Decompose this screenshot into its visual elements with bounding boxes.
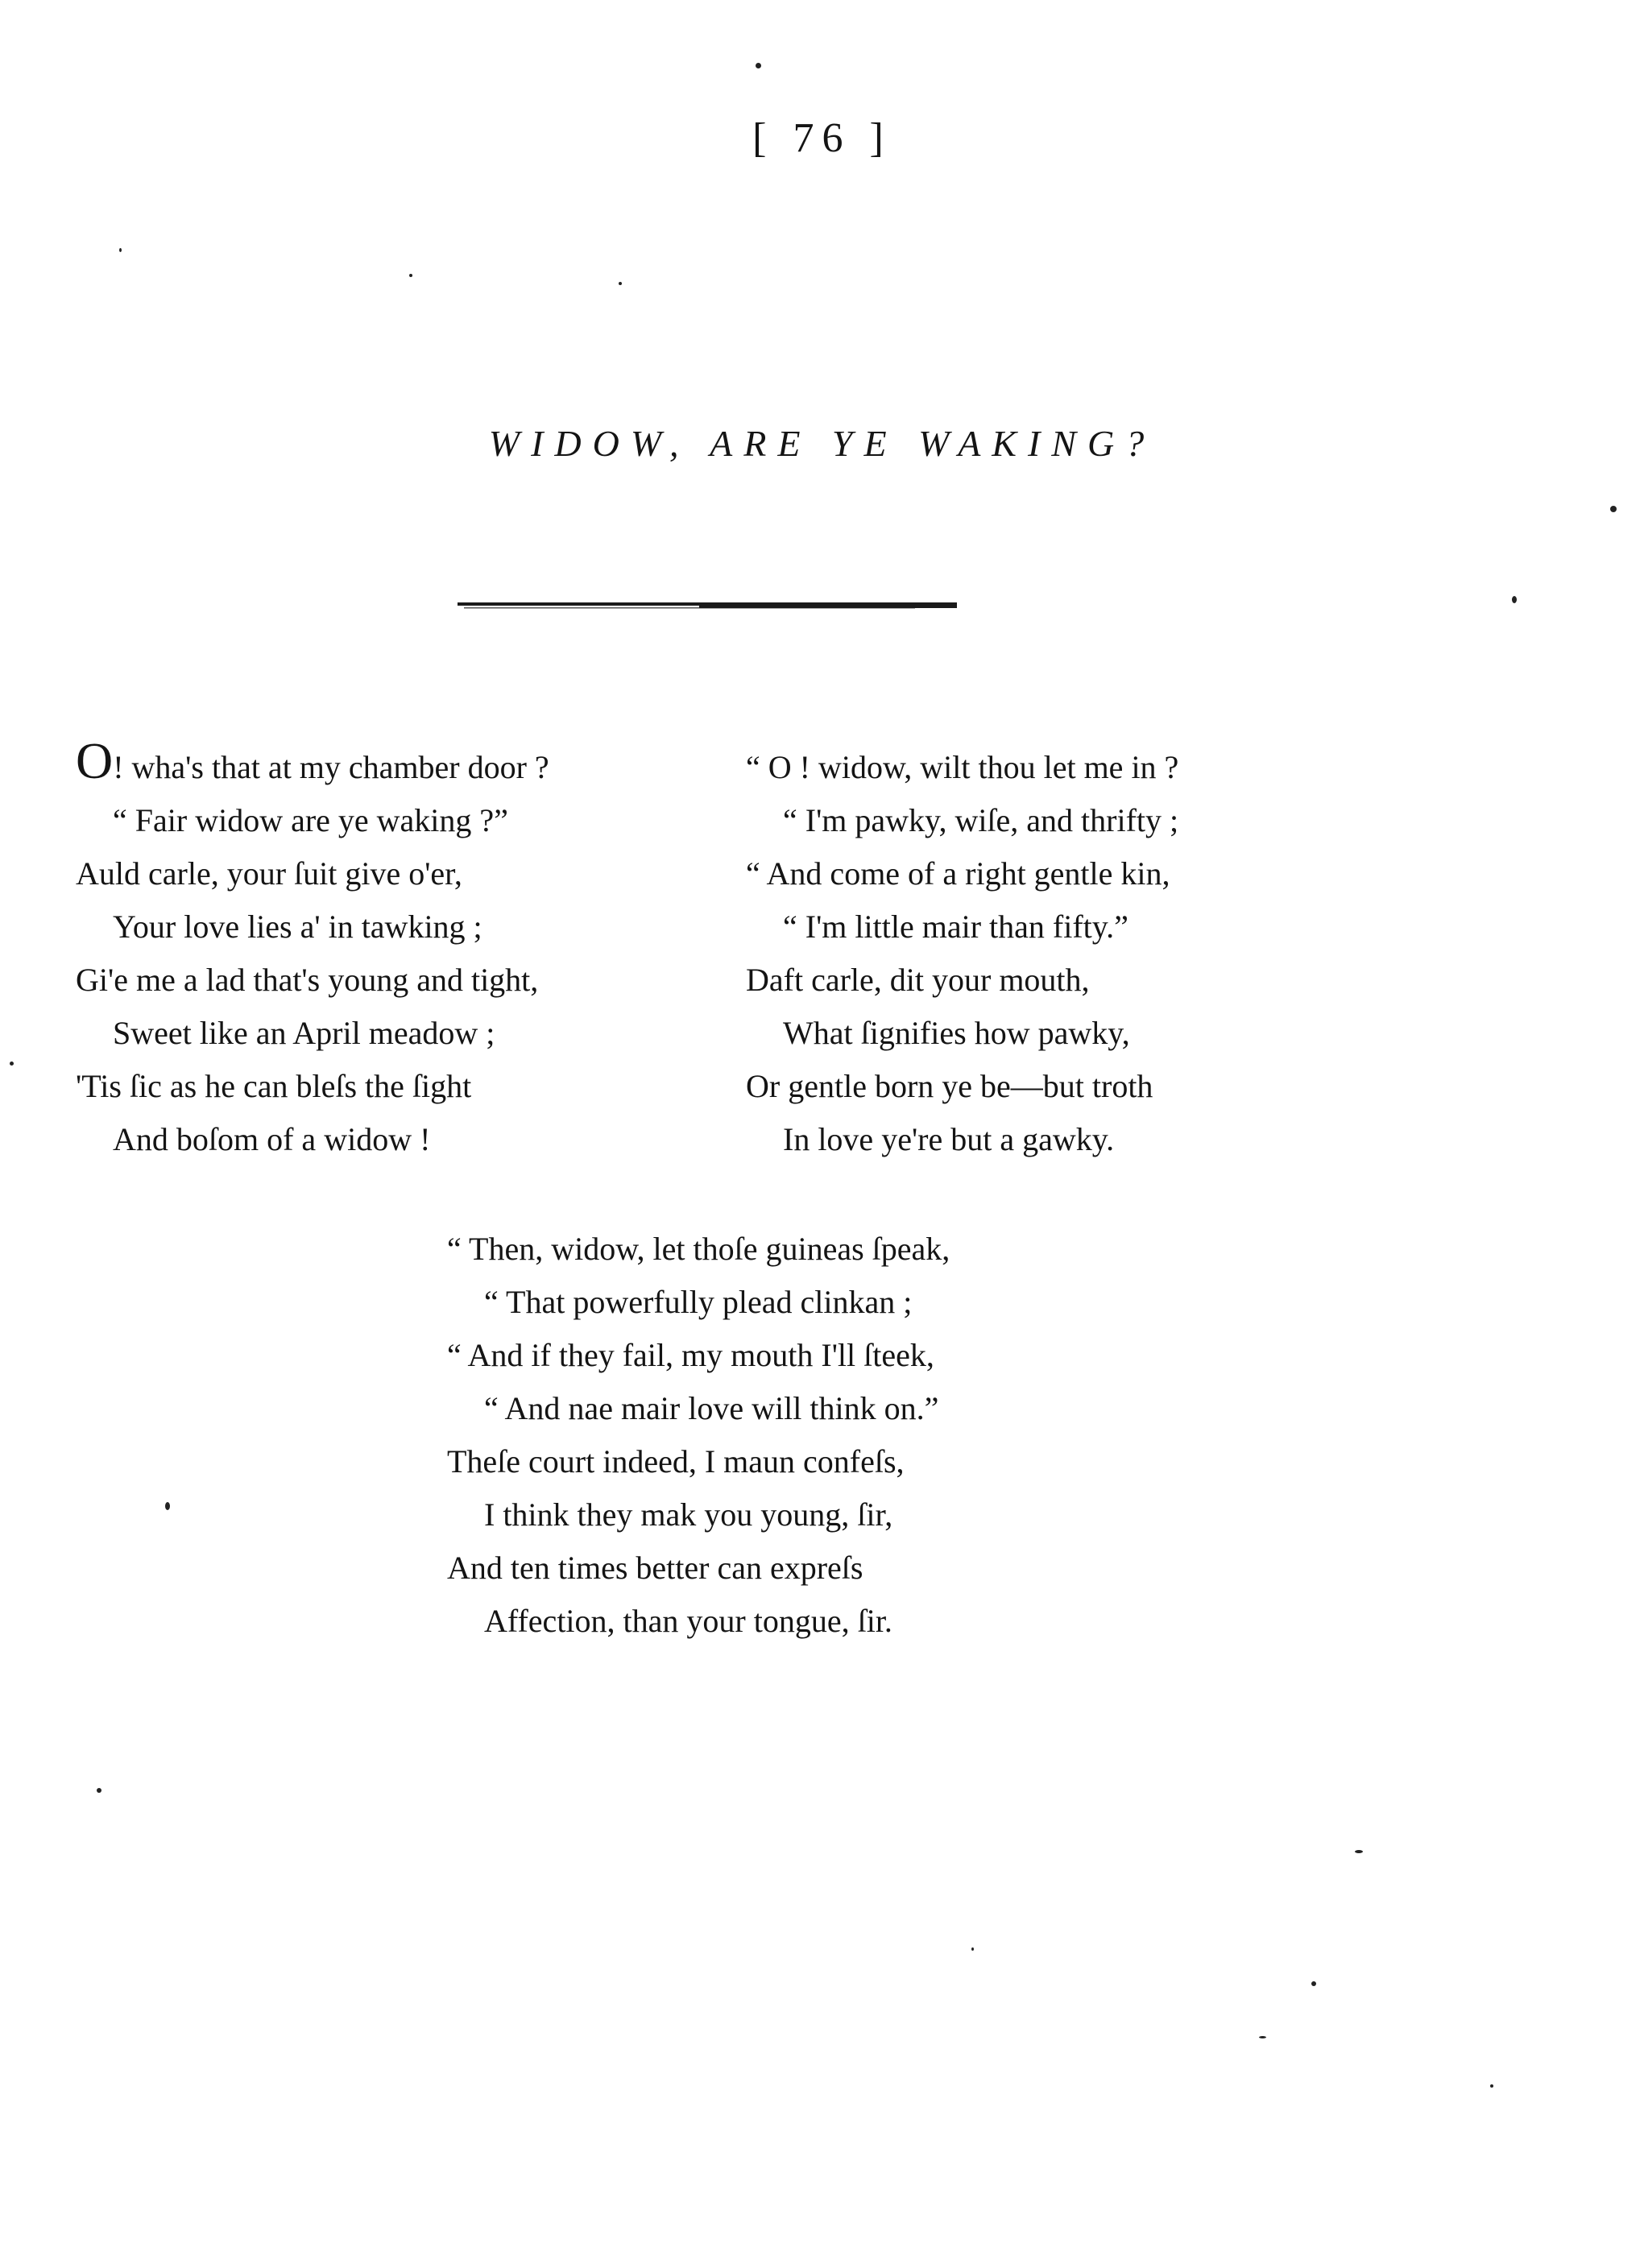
verse-line: “ That powerfully plead clinkan ; (484, 1284, 913, 1320)
scan-speck (1355, 1850, 1363, 1853)
scan-speck (619, 282, 622, 285)
stanza-1 (76, 732, 549, 1166)
verse-line: And boſom of a widow ! (113, 1121, 431, 1157)
verse-line: 'Tis ſic as he can bleſs the ſight (76, 1068, 472, 1104)
verse-line: “ And if they fail, my mouth I'll ſteek, (447, 1337, 934, 1373)
scan-speck (1490, 2084, 1493, 2088)
verse-line: Your love lies a' in tawking ; (113, 908, 482, 945)
verse-line: “ O ! widow, wilt thou let me in ? (746, 749, 1179, 785)
scan-speck (1311, 1981, 1316, 1986)
verse-line: Or gentle born ye be—but troth (746, 1068, 1153, 1104)
scan-speck (1512, 596, 1517, 603)
scan-speck (1610, 506, 1617, 512)
verse-line: And ten times better can expreſs (447, 1550, 863, 1586)
scan-speck (971, 1947, 974, 1951)
verse-line: Affection, than your tongue, ſir. (484, 1603, 892, 1639)
page-number: [ 76 ] (752, 115, 892, 161)
verse-line: Sweet like an April meadow ; (113, 1015, 495, 1051)
scan-speck (756, 63, 761, 68)
verse-line: “ I'm pawky, wiſe, and thrifty ; (783, 802, 1179, 838)
verse-line: I think they mak you young, ſir, (484, 1496, 893, 1533)
verse-line: What ſignifies how pawky, (783, 1015, 1130, 1051)
verse-line: “ And come of a right gentle kin, (746, 855, 1170, 892)
verse-line: Auld carle, your ſuit give o'er, (76, 855, 462, 892)
stanza-3 (447, 1223, 950, 1648)
verse-line: Gi'e me a lad that's young and tight, (76, 962, 539, 998)
scan-speck (1259, 2036, 1266, 2038)
verse-line: “ And nae mair love will think on.” (484, 1390, 939, 1426)
stanza-2 (746, 741, 1178, 1166)
verse-line: In love ye're but a gawky. (783, 1121, 1115, 1157)
verse-line (76, 732, 549, 794)
drop-cap: O (76, 732, 114, 789)
scan-speck (119, 248, 122, 252)
verse-line: Daft carle, dit your mouth, (746, 962, 1090, 998)
title-rule (458, 600, 957, 611)
scan-speck (409, 274, 412, 277)
scan-speck (165, 1502, 170, 1510)
verse-text: ! wha's that at my chamber door ? (113, 749, 549, 785)
verse-line: “ Fair widow are ye waking ?” (113, 802, 508, 838)
verse-line: “ I'm little mair than fifty.” (783, 908, 1128, 945)
scan-speck (10, 1062, 14, 1066)
verse-line: Theſe court indeed, I maun confeſs, (447, 1443, 905, 1480)
verse-line: “ Then, widow, let thoſe guineas ſpeak, (447, 1231, 950, 1267)
scan-speck (97, 1788, 101, 1793)
poem-title: WIDOW, ARE YE WAKING? (488, 423, 1156, 464)
